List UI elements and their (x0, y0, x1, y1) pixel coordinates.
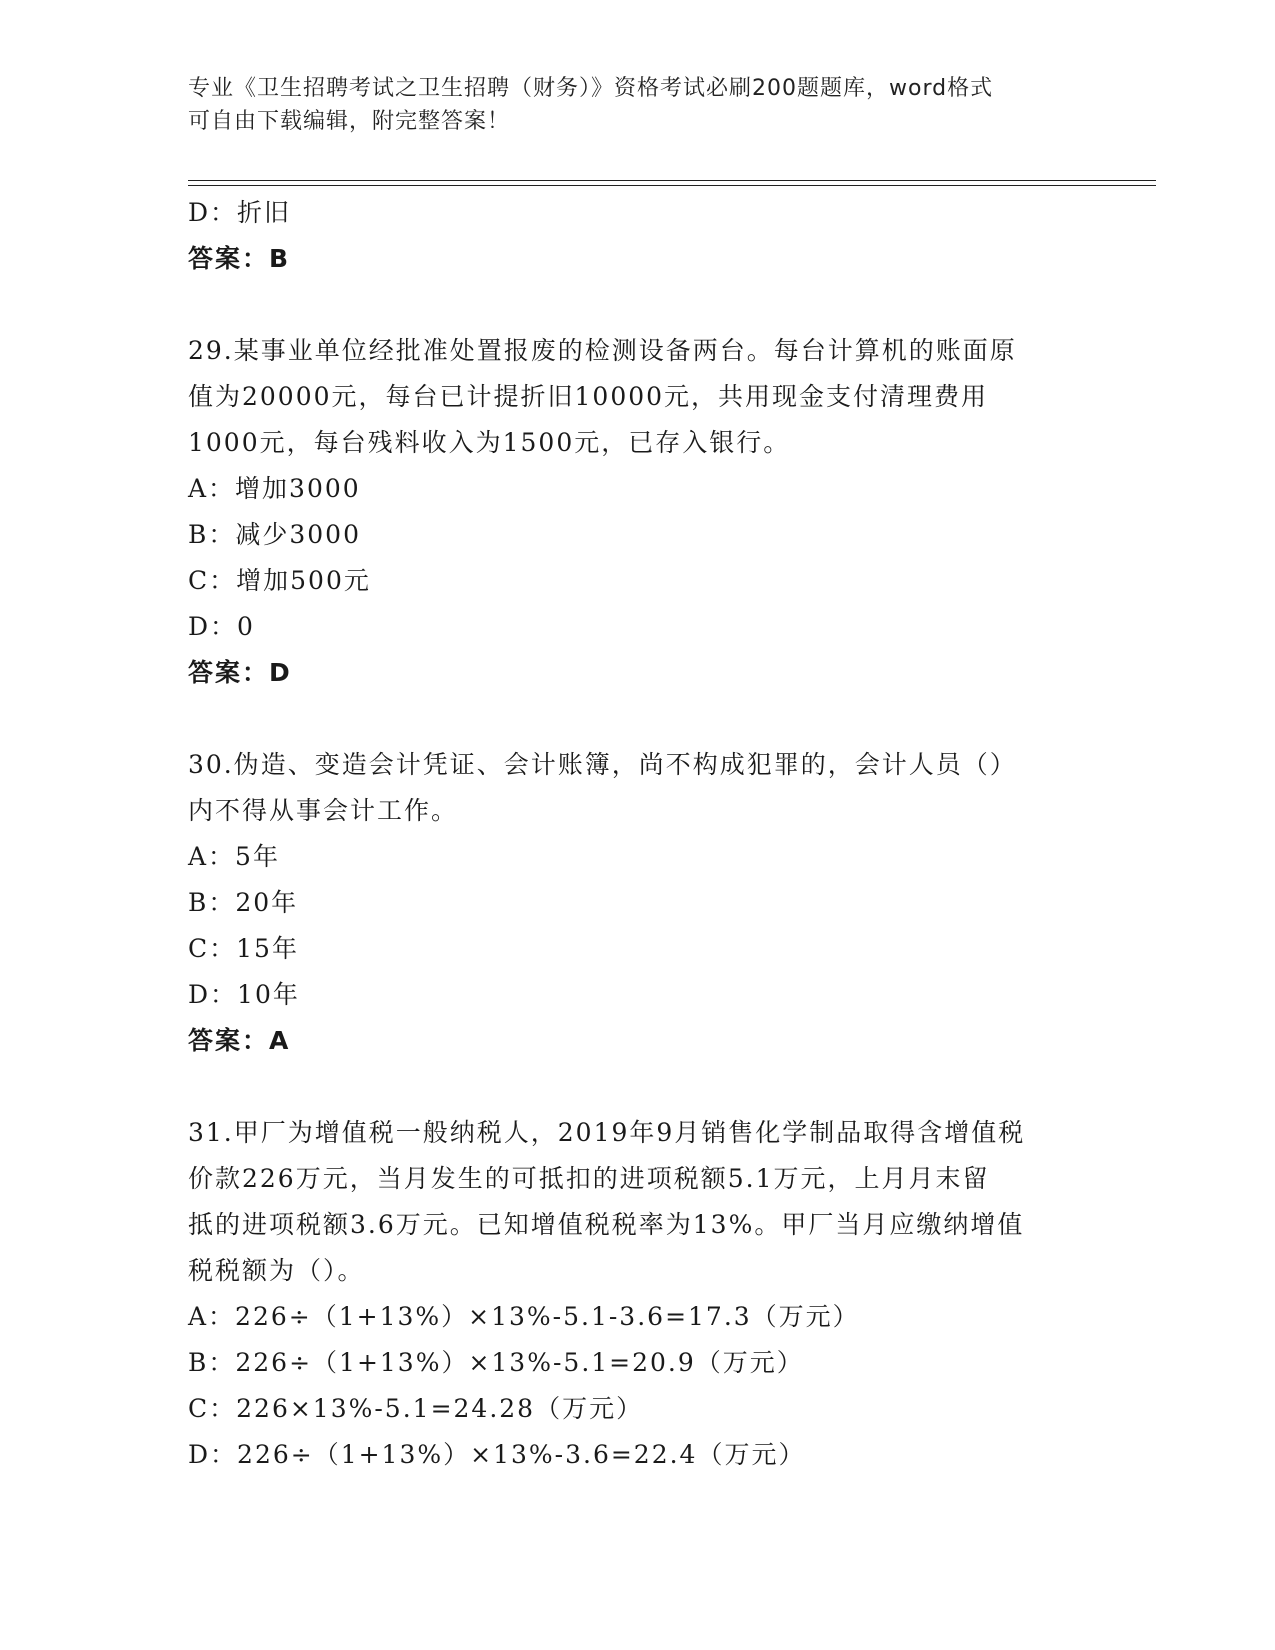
header-divider-top (188, 180, 1156, 181)
header-divider-bottom (188, 185, 1156, 186)
document-body (188, 190, 1088, 1478)
answer-line: 答案：A (188, 1026, 291, 1055)
answer-line: 答案：B (188, 244, 291, 273)
question-stem (188, 742, 1088, 834)
question-29 (188, 328, 1088, 696)
option-c: C：增加500元 (188, 566, 371, 595)
question-stem (188, 328, 1088, 466)
document-header (188, 72, 1088, 138)
option-a: A：增加3000 (188, 474, 361, 503)
answer-line: 答案：D (188, 658, 292, 687)
option-b: B：减少3000 (188, 520, 361, 549)
stem-line: 30.伪造、变造会计凭证、会计账簿，尚不构成犯罪的，会计人员（） (188, 750, 1017, 779)
stem-line: 29.某事业单位经批准处置报废的检测设备两台。每台计算机的账面原 (188, 336, 1017, 365)
stem-line: 抵的进项税额3.6万元。已知增值税税率为13%。甲厂当月应缴纳增值 (188, 1210, 1025, 1239)
stem-line: 税税额为（）。 (188, 1256, 365, 1285)
option-b: B：20年 (188, 888, 299, 917)
question-31 (188, 1110, 1088, 1478)
stem-line: 31.甲厂为增值税一般纳税人，2019年9月销售化学制品取得含增值税 (188, 1118, 1026, 1147)
previous-question-tail (188, 190, 1088, 282)
option-c: C：226×13%-5.1=24.28（万元） (188, 1394, 644, 1423)
header-line-2: 可自由下载编辑，附完整答案！ (188, 109, 511, 134)
header-line-1: 专业《卫生招聘考试之卫生招聘（财务）》资格考试必刷200题题库，word格式 (188, 76, 994, 101)
option-d: D：10年 (188, 980, 300, 1009)
option-b: B：226÷（1+13%）×13%-5.1=20.9（万元） (188, 1348, 804, 1377)
option-d: D：226÷（1+13%）×13%-3.6=22.4（万元） (188, 1440, 806, 1469)
option-d: D：0 (188, 612, 255, 641)
stem-line: 1000元，每台残料收入为1500元，已存入银行。 (188, 428, 791, 457)
stem-line: 值为20000元，每台已计提折旧10000元，共用现金支付清理费用 (188, 382, 989, 411)
question-30 (188, 742, 1088, 1064)
option-a: A：5年 (188, 842, 280, 871)
stem-line: 价款226万元，当月发生的可抵扣的进项税额5.1万元，上月月末留 (188, 1164, 990, 1193)
option-d: D：折旧 (188, 198, 292, 227)
option-c: C：15年 (188, 934, 299, 963)
option-a: A：226÷（1+13%）×13%-5.1-3.6=17.3（万元） (188, 1302, 860, 1331)
question-stem (188, 1110, 1088, 1294)
stem-line: 内不得从事会计工作。 (188, 796, 459, 825)
